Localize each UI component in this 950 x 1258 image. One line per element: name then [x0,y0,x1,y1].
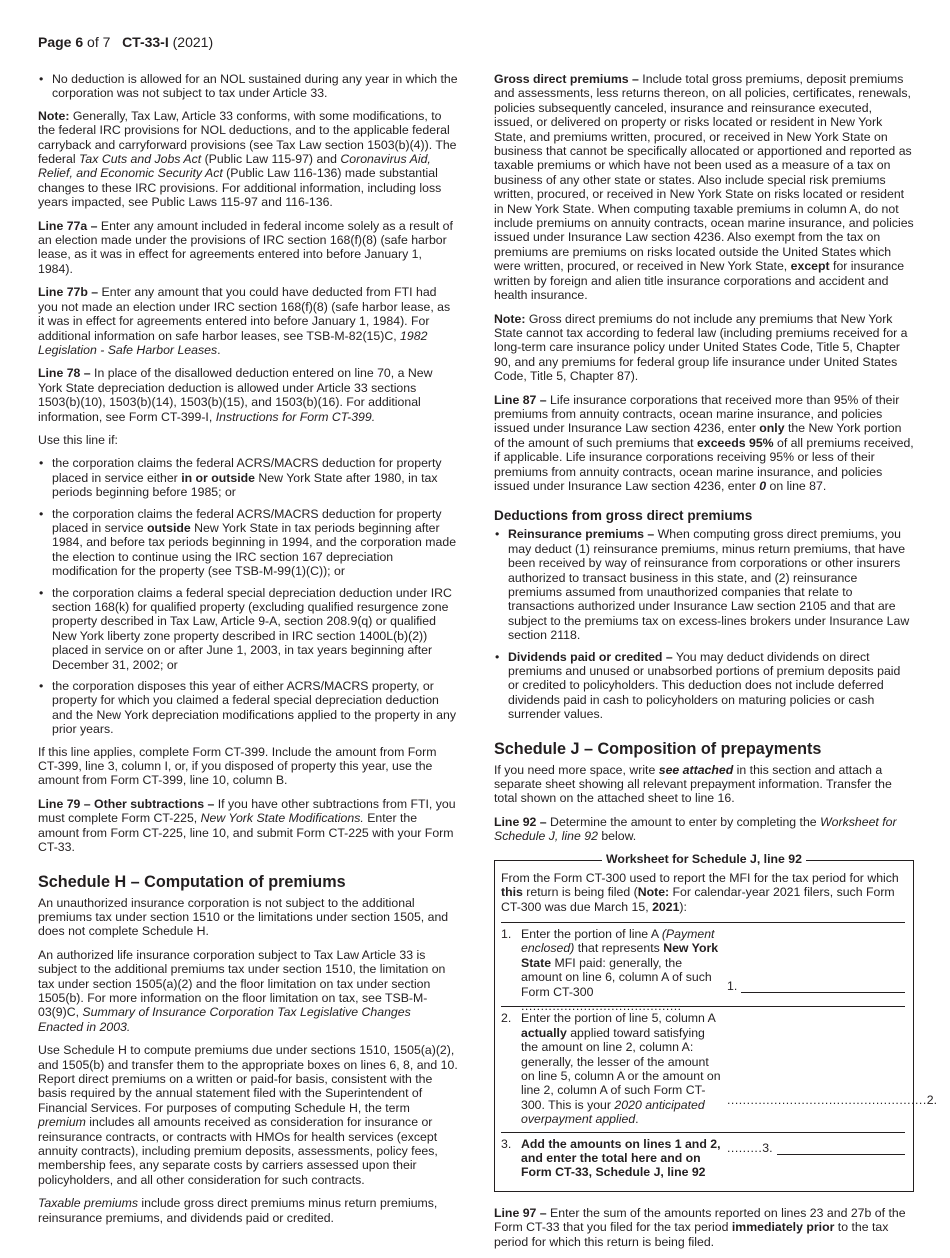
worksheet-line-3: 3. Add the amounts on lines 1 and 2, and enter the total here and on Form CT-33, Schedule J, line 92 [501,1132,905,1185]
deduction-item: • Dividends paid or credited – You may deduct dividends on direct premiums and unused or unabsorbed portions of premium deposits paid or credited to policyholders. This deduction does not include deferred dividends paid in cash to policyholders on maturing policies or cash surrender values. [494,650,914,722]
condition-item: • the corporation claims the federal ACRS/MACRS deduction for property placed in service either in or outside New York State after 1980, in tax periods beginning before 1985; or [38,456,458,499]
worksheet-line-1: 1. Enter the portion of line A (Payment enclosed) that represents New York State MFI paid: generally, the amount on line 6, column A of such Form CT-300 ......................................... [501,922,905,1018]
depreciation-conditions-list [38,456,458,736]
line-97-paragraph: Line 97 – Enter the sum of the amounts reported on lines 23 and 27b of the Form CT-33 that you filed for the tax period immediately prior to the tax period for which this return is being filed. [494,1205,906,1249]
worksheet-box [494,851,938,1192]
condition-item: • the corporation claims a federal special depreciation deduction under IRC section 168(k) for qualified property (excluding qualified resurgence zone property described in Tax Law, Article 9-A, section 208.9(q) or qualified New York liberty zone property described in IRC section 1400L(b)(2)) placed in service on or after June 1, 2003, in tax years beginning after December 31, 2002; or [38,586,458,672]
worksheet-intro: From the Form CT-300 used to report the MFI for the tax period for which this return is being filed (Note: For calendar-year 2021 filers, such Form CT-300 was due March 15, 2021): [501,870,899,914]
page-total: of 7 [87,34,111,50]
line-77b-paragraph: Line 77b – Enter any amount that you could have deducted from FTI had you not made an election under IRC section 168(f)(8) (safe harbor lease, as it was in effect for agreements entered into before January 1, 1984). For additional information on safe harbor leases, see TSB-M-82(15)C, 1982 Legislation - Safe Harbor Leases. [38,285,451,357]
page-header [38,35,213,49]
page-number: Page 6 [38,34,84,50]
schedule-j-paragraph: If you need more space, write see attached in this section and attach a separate sheet showing all relevant prepayment information. Transfer the total shown on the attached sheet to line 16. [494,762,892,806]
bullet-nol: • No deduction is allowed for an NOL sustained during any year in which the corporation was not subject to tax under Article 33. [38,72,458,101]
use-line-if: Use this line if: [38,432,118,447]
answer-line-2[interactable]: ................................................... 2. [727,1093,938,1108]
answer-line-3[interactable]: ......... 3. [727,1141,905,1155]
ct399-paragraph: If this line applies, complete Form CT-399. Include the amount from Form CT-399, line 3, column I, or, if you disposed of property this year, use the amount from Form CT-399, line 10, column B. [38,744,437,788]
condition-item: • the corporation disposes this year of either ACRS/MACRS property, or property for which you claimed a federal special depreciation deduction and the New York depreciation modifications applied to the property in any prior years. [38,679,458,737]
left-column [38,72,458,1234]
note-nol-paragraph: Note: Generally, Tax Law, Article 33 conforms, with some modifications, to the federal IRC provisions for NOL deductions, and to the applicable federal carryback and carryforward provisions (see Tax Law section 1503(b)(4)). The federal Tax Cuts and Jobs Act (Public Law 115-97) and Coronavirus Aid, Relief, and Economic Security Act (Public Law 116-136) made substantial changes to these IRC provisions. For additional information, including loss years impacted, see Public Laws 115-97 and 116-136. [38,108,457,210]
schedule-h-heading: Schedule H – Computation of premiums [38,872,346,891]
schedule-h-paragraph: Use Schedule H to compute premiums due under sections 1510, 1505(a)(2), and 1505(b) and transfer them to the appropriate boxes on lines 6, 8, and 10. Report direct premiums on a written or paid-for basis, consistent with the basis required by the annual statement filed with the Superintendent of Financial Services. For purposes of computing Schedule H, the term premium includes all amounts received as consideration for insurance or reinsurance contracts, or contracts with HMOs for health services (except annuity contracts), including premium deposits, assessments, policy fees, membership fees, any separate costs by carriers assessed upon their policyholders, and all other consideration for such contracts. [38,1043,458,1187]
line-87-paragraph: Line 87 – Life insurance corporations that received more than 95% of their premiums from annuity contracts, ocean marine insurance, and policies issued under Insurance Law section 4236, enter only the New York portion of the amount of such premiums that exceeds 95% of all premiums received, if applicable. Life insurance corporations receiving 95% or less of their premiums from annuity contracts, ocean marine insurance, and policies issued under Insurance Law section 4236, enter 0 on line 87. [494,392,914,493]
line-77a-paragraph: Line 77a – Enter any amount included in federal income solely as a result of an election made under the provisions of IRC section 168(f)(8) (safe harbor lease, as it was in effect for agreements entered into before January 1, 1984). [38,218,453,276]
deductions-heading: Deductions from gross direct premiums [494,508,753,524]
schedule-h-paragraph: An authorized life insurance corporation subject to Tax Law Article 33 is subject to the additional premiums tax under section 1510, the limitation on tax under section 1505(a)(2) and the floor limitation on tax under section 1505(b). For more information on the floor limitation on tax, see TSB-M-03(9)C, Summary of Insurance Corporation Tax Legislative Changes Enacted in 2003. [38,947,446,1034]
note-premiums-paragraph: Note: Gross direct premiums do not include any premiums that New York State cannot tax according to federal law (including premiums received for a long-term care insurance policy under United States Code, Title 5, Chapter 90, and any premiums for federal group life insurance under United States Code, Title 5, Chapter 87). [494,311,908,384]
schedule-h-paragraph: An unauthorized insurance corporation is not subject to the additional premiums tax under section 1510 or the limitations under section 1505, and does not complete Schedule H. [38,895,449,939]
gross-direct-premiums-paragraph: Gross direct premiums – Include total gross premiums, deposit premiums and assessments, less returns thereon, on all policies, certificates, renewals, policies subsequently canceled, insurance and reinsurance executed, issued, or delivered on property or risks located or resident in New York State, and premiums written, procured, or received in New York State on business that cannot be specifically allocated or apportioned and reported as taxable premiums or which have not been used as a measure of a tax on business of any other state or states. Also include special risk premiums written, procured, or received in New York State on risks located or resident in New York State. When computing taxable premiums in column A, do not include premiums on annuity contracts, ocean marine insurance, and policies issued under Insurance Law section 4236. Also exempt from the tax on premiums are premiums on risks located outside the United States which were written, procured, or received in New York State, except for insurance written by foreign and alien title insurance corporations and accident and health insurance. [494,72,914,303]
form-year: (2021) [172,34,214,50]
deductions-list [494,527,914,721]
deduction-item: • Reinsurance premiums – When computing gross direct premiums, you may deduct (1) reinsurance premiums, minus return premiums, that have been received by way of reinsurance from corporations or other insurers authorized to transact business in this state, and (2) reinsurance premiums assumed from unauthorized companies that relate to transactions authorized under Insurance Law section 2105 and that are subject to the premiums tax on excess-lines brokers under Insurance Law section 2118. [494,527,914,642]
form-id: CT-33-I [122,34,169,50]
schedule-j-heading: Schedule J – Composition of prepayments [494,739,822,758]
line-92-paragraph: Line 92 – Determine the amount to enter by completing the Worksheet for Schedule J, line 92 below. [494,814,897,844]
nol-bullet-list [38,72,458,101]
worksheet-title: Worksheet for Schedule J, line 92 [495,852,913,866]
line-78-paragraph: Line 78 – In place of the disallowed deduction entered on line 70, a New York State depreciation deduction is allowed under Article 33 sections 1503(b)(10), 1503(b)(14), 1503(b)(15), and 1503(b)(16). For additional information, see Form CT-399-I, Instructions for Form CT-399. [38,366,433,424]
answer-line-1[interactable]: 1. [727,979,905,993]
line-79-paragraph: Line 79 – Other subtractions – If you have other subtractions from FTI, you must complete Form CT-225, New York State Modifications. Enter the amount from Form CT-225, line 10, and submit Form CT-225 with your Form CT-33. [38,796,456,855]
worksheet-line-2: 2. Enter the portion of line 5, column A actually applied toward satisfying the amount on line 2, column A: generally, the lesser of the amount on line 5, column A or the amount on line 2, column A of such Form CT-300. This is your 2020 anticipated overpayment applied. [501,1006,905,1131]
right-column [494,72,938,1258]
condition-item: • the corporation claims the federal ACRS/MACRS deduction for property placed in service outside New York State in tax periods beginning after 1984, and before tax periods beginning in 1994, and the corporation made the election to continue using the IRC section 167 depreciation modification for the property (see TSB-M-99(1)(C)); or [38,507,458,579]
taxable-premiums-paragraph: Taxable premiums include gross direct premiums minus return premiums, reinsurance premiums, and dividends paid or credited. [38,1196,438,1225]
